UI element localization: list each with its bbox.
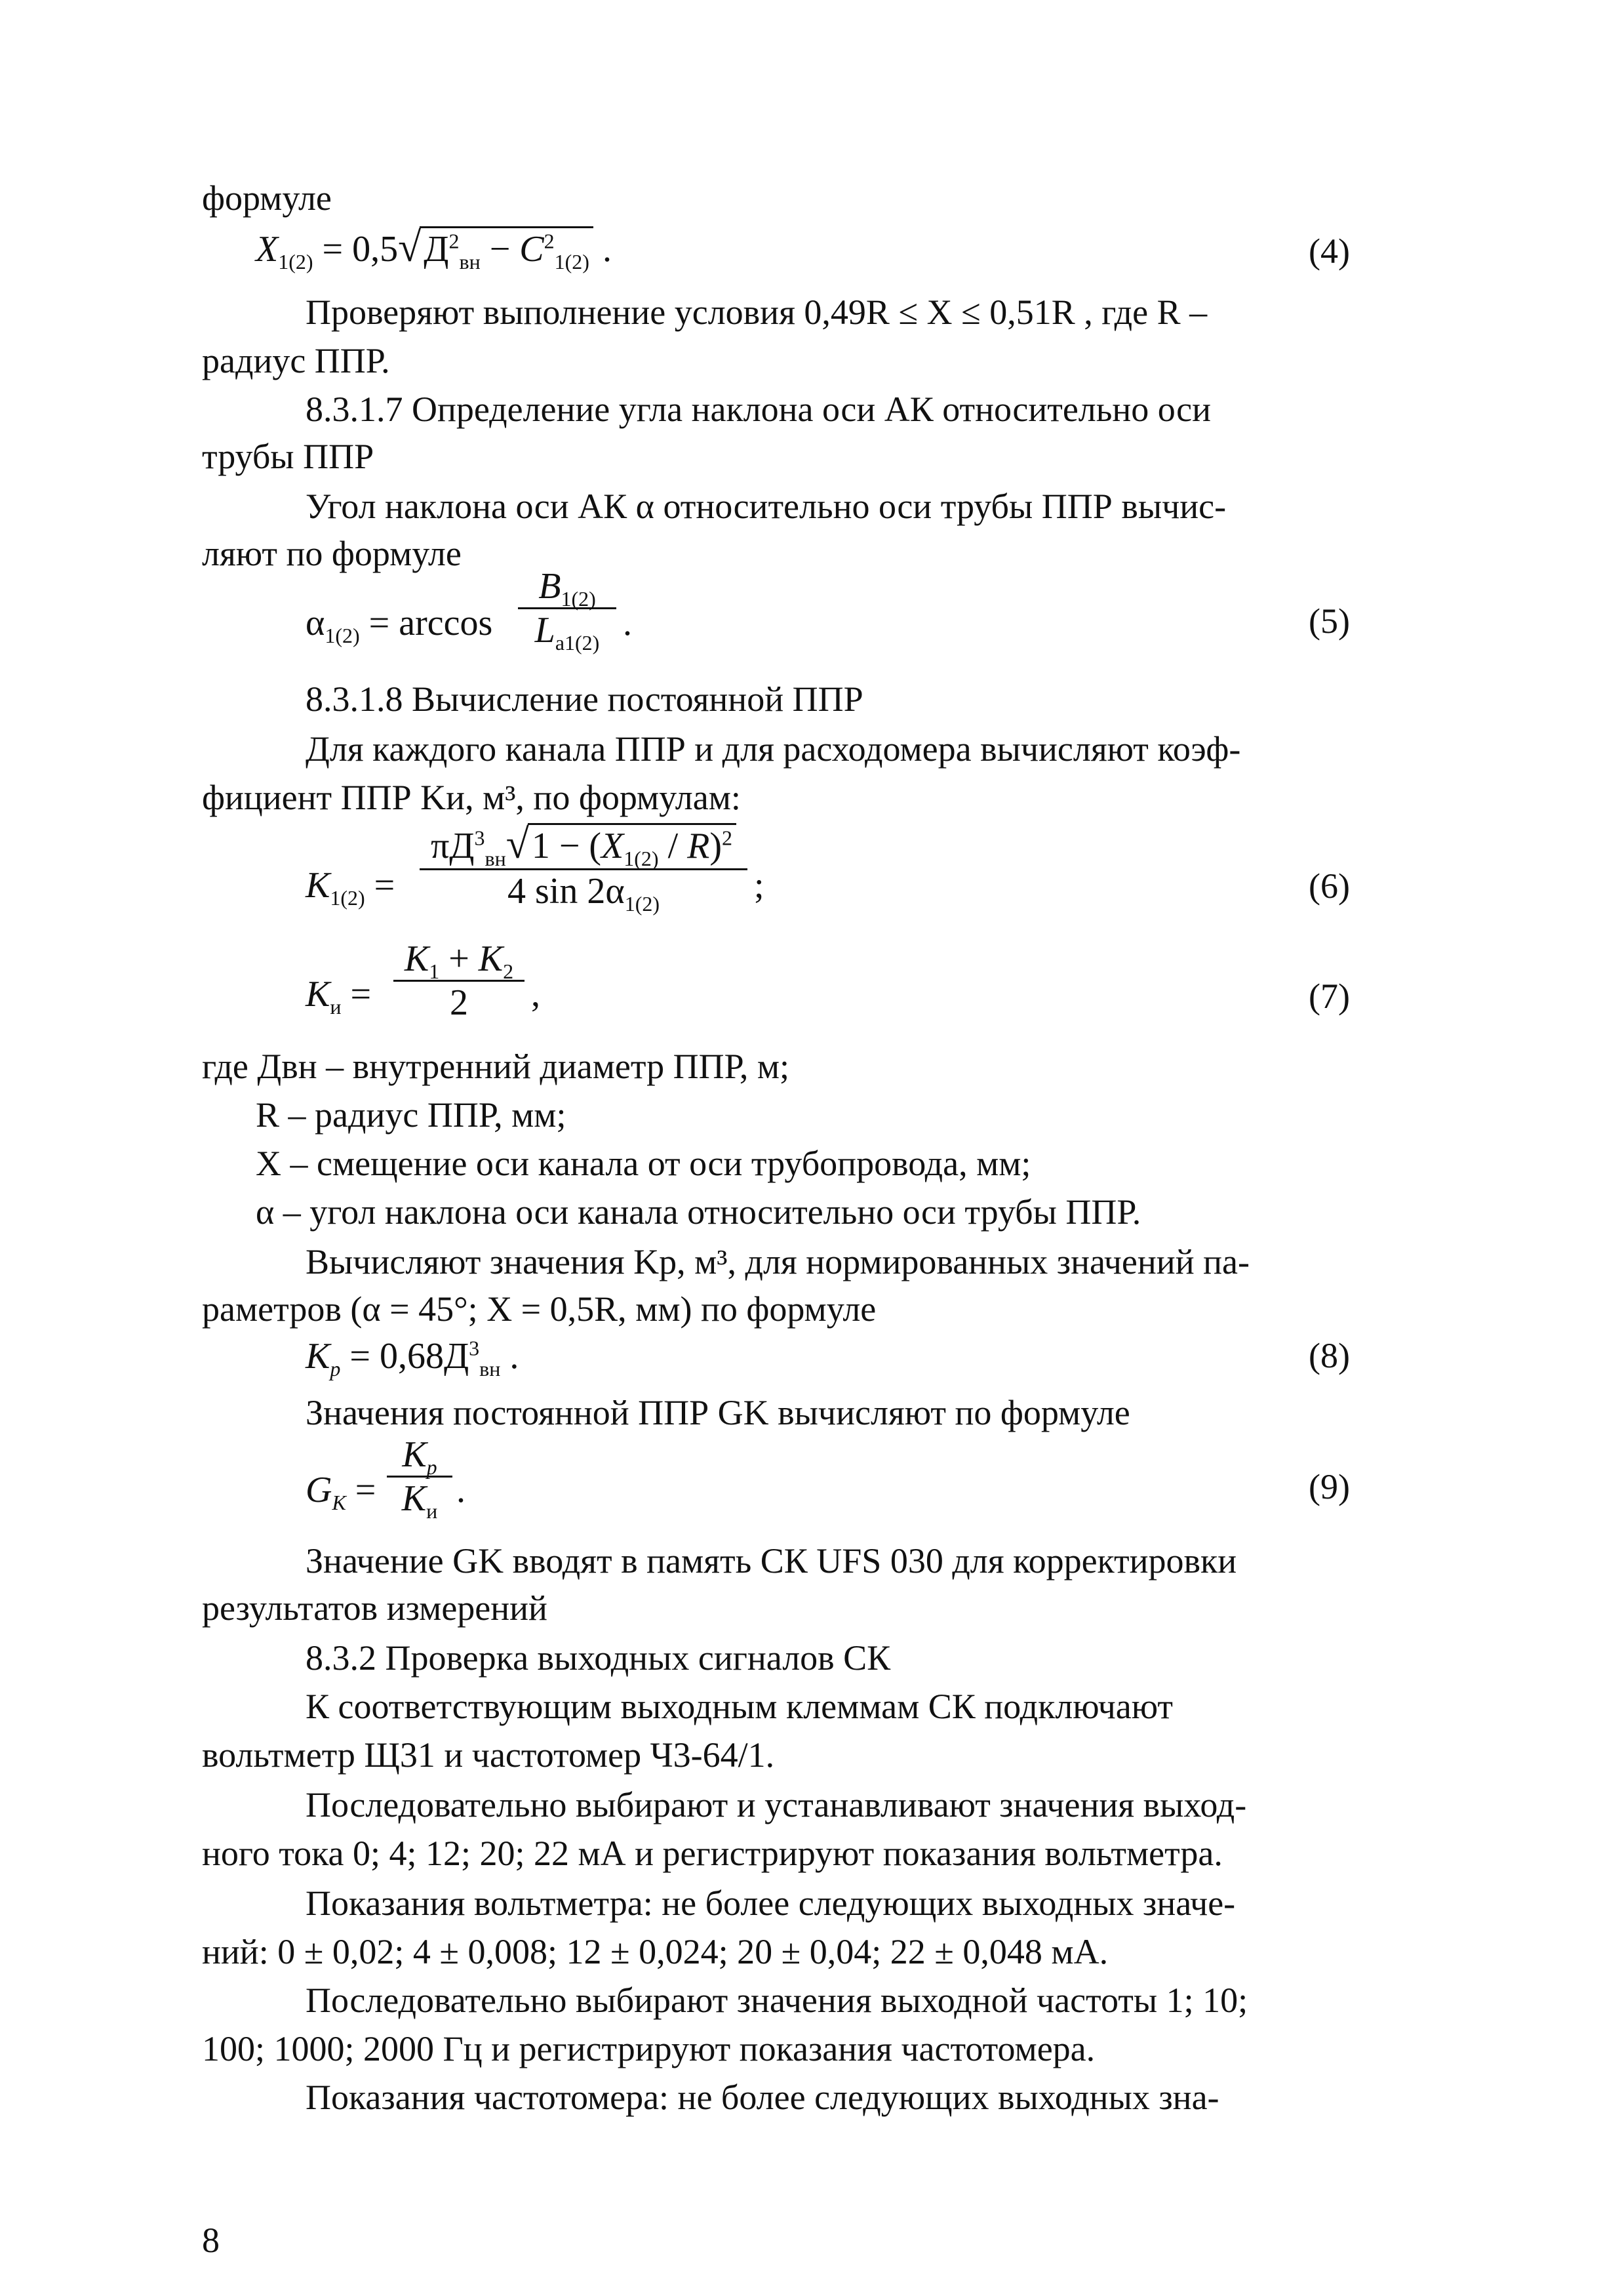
equation-5-lhs: $\alpha_{1(2)} = \arccos$ xyxy=(306,603,493,648)
text-voltmeter: Показания вольтметра: не более следующих выходных значе- xyxy=(306,1883,1236,1923)
text-kp-intro: Вычисляют значения Kp, м³, для нормированных значений па- xyxy=(306,1242,1250,1281)
text-where-alpha: α – угол наклона оси канала относительно оси трубы ППР. xyxy=(256,1192,1141,1232)
equation-4: $X_{1(2)} = 0,5√Д^2_{вн} - C^2_{1(2)}$ . xyxy=(256,224,612,274)
text-where-r: R – радиус ППР, мм; xyxy=(256,1095,566,1135)
text-freq-seq: Последовательно выбирают значения выходной частоты 1; 10; xyxy=(306,1981,1248,2020)
text-gk-memory-cont: результатов измерений xyxy=(202,1588,547,1628)
equation-7-lhs: $K_и$ = xyxy=(306,974,372,1019)
text-where-x: X – смещение оси канала от оси трубопровода, мм; xyxy=(256,1144,1031,1183)
text-kp-intro-cont: раметров (α = 45°; X = 0,5R, мм) по формуле xyxy=(202,1289,877,1329)
equation-9-lhs: $G_K$ = xyxy=(306,1470,376,1515)
text-where-dvn: где Двн – внутренний диаметр ППР, м; xyxy=(202,1047,790,1086)
text-angle-intro: Угол наклона оси АК α относительно оси трубы ППР вычис- xyxy=(306,487,1227,526)
equation-6-lhs: $K_{1(2)}$ = xyxy=(306,865,395,910)
text-radius: радиус ППР. xyxy=(202,341,390,380)
equation-5-dot: . xyxy=(623,603,632,643)
equation-8-number: (8) xyxy=(1309,1336,1350,1375)
text-freq-seq-cont: 100; 1000; 2000 Гц и регистрируют показания частотомера. xyxy=(202,2029,1096,2068)
equation-6-fraction: $\pi Д^3_{вн}√1 - (X_{1(2)} / R)^2$ 4 $\sin 2\alpha_{1(2)}$ xyxy=(420,820,747,912)
text-freqmeter: Показания частотомера: не более следующих выходных зна- xyxy=(306,2078,1219,2117)
text-voltmeter-cont: ний: 0 ± 0,02; 4 ± 0,008; 12 ± 0,024; 20 ± 0,04; 22 ± 0,048 мА. xyxy=(202,1932,1109,1971)
equation-7-fraction: $\frac{K_1 + K_2}{2}$ xyxy=(393,938,525,1024)
text-coef-intro-cont: фициент ППР Kи, м³, по формулам: xyxy=(202,778,741,817)
section-8-3-2-title: 8.3.2 Проверка выходных сигналов СК xyxy=(306,1638,891,1678)
page-number: 8 xyxy=(202,2221,220,2260)
equation-5-number: (5) xyxy=(1309,601,1350,641)
text-current-seq-cont: ного тока 0; 4; 12; 20; 22 мА и регистрируют показания вольтметра. xyxy=(202,1834,1223,1873)
text-check-condition: Проверяют выполнение условия 0,49R ≤ X ≤ 0,51R , где R – xyxy=(306,292,1208,332)
equation-8: $K_p = 0,68Д^3_{вн}$ . xyxy=(306,1336,519,1381)
equation-7-number: (7) xyxy=(1309,977,1350,1016)
equation-5-fraction: $\frac{B_{1(2)}}{L_{a1(2)}}$ xyxy=(518,565,616,651)
section-8-3-1-7-title: 8.3.1.7 Определение угла наклона оси АК относительно оси xyxy=(306,390,1211,429)
equation-4-number: (4) xyxy=(1309,232,1350,271)
text-coef-intro: Для каждого канала ППР и для расходомера вычисляют коэф- xyxy=(306,729,1241,769)
equation-6-number: (6) xyxy=(1309,866,1350,906)
text-gk-memory: Значение GK вводят в память СК UFS 030 для корректировки xyxy=(306,1541,1237,1581)
section-8-3-1-8-title: 8.3.1.8 Вычисление постоянной ППР xyxy=(306,679,863,719)
text-gk-intro: Значения постоянной ППР GK вычисляют по формуле xyxy=(306,1393,1130,1432)
text-formula-intro: формуле xyxy=(202,178,332,218)
equation-9-number: (9) xyxy=(1309,1467,1350,1506)
section-8-3-1-7-title-cont: трубы ППР xyxy=(202,437,374,476)
equation-9-fraction: $K_p$ $K_и$ xyxy=(387,1434,452,1520)
text-angle-intro-cont: ляют по формуле xyxy=(202,534,462,573)
equation-9-dot: . xyxy=(456,1470,465,1510)
text-connect: К соответствующим выходным клеммам СК подключают xyxy=(306,1687,1173,1726)
equation-7-comma: , xyxy=(531,974,540,1015)
text-current-seq: Последовательно выбирают и устанавливают значения выход- xyxy=(306,1785,1247,1824)
text-connect-cont: вольтметр Щ31 и частотомер Ч3-64/1. xyxy=(202,1735,775,1775)
equation-6-semicolon: ; xyxy=(754,865,764,906)
